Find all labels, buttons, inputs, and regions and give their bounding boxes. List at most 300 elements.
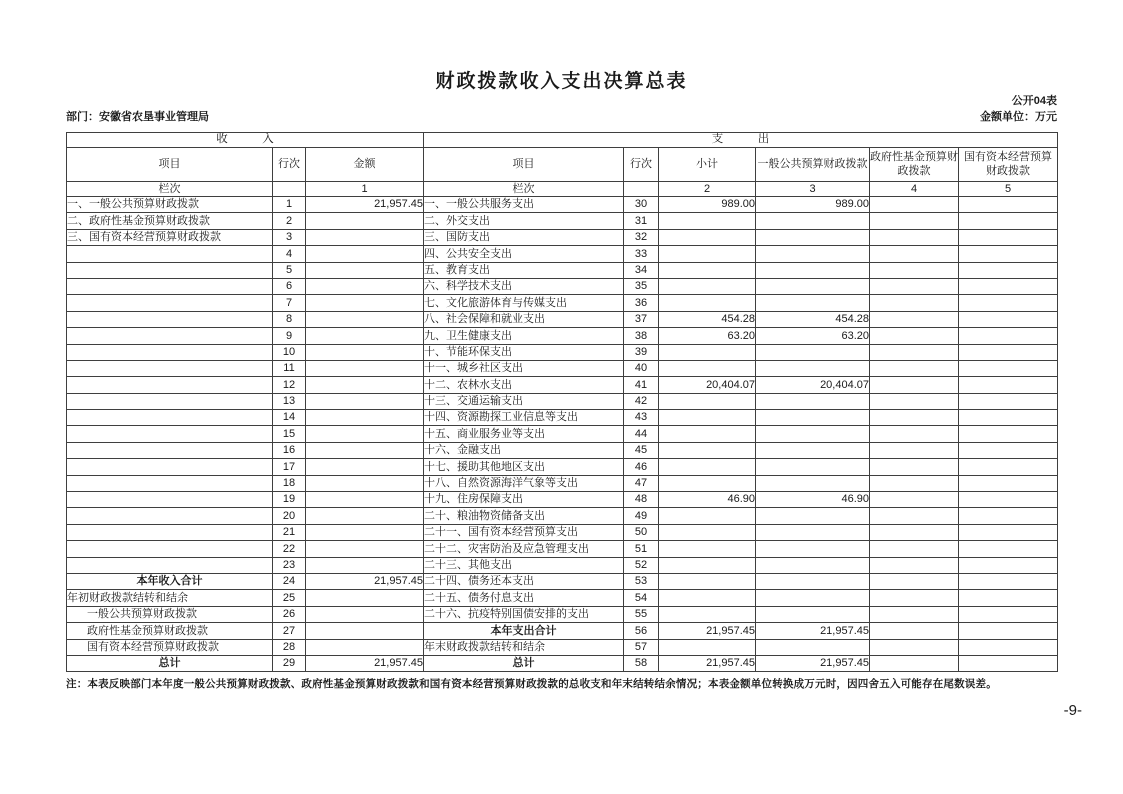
expense-subtotal-cell: 21,957.45 — [659, 623, 756, 639]
expense-govfund-cell — [870, 197, 959, 213]
expense-statecap-cell — [959, 524, 1058, 540]
income-line-cell: 14 — [273, 410, 306, 426]
expense-general-cell — [756, 295, 870, 311]
income-item-cell — [67, 360, 273, 376]
expense-general-cell: 454.28 — [756, 311, 870, 327]
income-line-cell: 7 — [273, 295, 306, 311]
expense-general-cell — [756, 442, 870, 458]
income-line-cell: 15 — [273, 426, 306, 442]
expense-govfund-cell — [870, 328, 959, 344]
income-line-cell: 24 — [273, 573, 306, 589]
table-row — [67, 623, 1058, 639]
expense-line-cell: 58 — [624, 655, 659, 671]
meta-row — [66, 108, 1057, 124]
expense-statecap-cell — [959, 573, 1058, 589]
expense-govfund-cell — [870, 442, 959, 458]
income-item-cell — [67, 475, 273, 491]
expense-statecap-cell — [959, 590, 1058, 606]
expense-line-cell: 49 — [624, 508, 659, 524]
expense-item-cell: 二十、粮油物资储备支出 — [424, 508, 624, 524]
footnote: 注：本表反映部门本年度一般公共预算财政拨款、政府性基金预算财政拨款和国有资本经营预算财政拨款的总收支和年末结转结余情况；本表金额单位转换成万元时，因四舍五入可能存在尾数误差。 — [66, 678, 997, 690]
table-row — [67, 344, 1058, 360]
expense-item-cell: 一、一般公共服务支出 — [424, 197, 624, 213]
expense-govfund-cell — [870, 360, 959, 376]
expense-general-cell — [756, 541, 870, 557]
col-header-gov-fund: 政府性基金预算财政拨款 — [870, 148, 959, 182]
table-row — [67, 360, 1058, 376]
income-line-cell: 26 — [273, 606, 306, 622]
table-row — [67, 524, 1058, 540]
expense-general-cell — [756, 475, 870, 491]
expense-statecap-cell — [959, 246, 1058, 262]
expense-general-cell — [756, 229, 870, 245]
income-amount-cell — [306, 508, 424, 524]
expense-item-cell: 二十六、抗疫特别国债安排的支出 — [424, 606, 624, 622]
expense-statecap-cell — [959, 442, 1058, 458]
expense-line-cell: 40 — [624, 360, 659, 376]
expense-statecap-cell — [959, 393, 1058, 409]
income-item-cell — [67, 508, 273, 524]
income-amount-cell — [306, 229, 424, 245]
table-row — [67, 541, 1058, 557]
expense-general-cell — [756, 278, 870, 294]
income-item-cell — [67, 393, 273, 409]
expense-subtotal-cell: 21,957.45 — [659, 655, 756, 671]
expense-statecap-cell — [959, 278, 1058, 294]
expense-statecap-cell — [959, 344, 1058, 360]
expense-subtotal-cell — [659, 262, 756, 278]
income-item-cell — [67, 295, 273, 311]
expense-subtotal-cell — [659, 606, 756, 622]
expense-item-cell: 十八、自然资源海洋气象等支出 — [424, 475, 624, 491]
expense-item-cell: 本年支出合计 — [424, 623, 624, 639]
table-row — [67, 508, 1058, 524]
table-row — [67, 606, 1058, 622]
expense-general-cell — [756, 508, 870, 524]
income-item-cell: 总计 — [67, 655, 273, 671]
lanci-general-no: 3 — [756, 182, 870, 197]
lanci-income-amount-no: 1 — [306, 182, 424, 197]
form-number: 公开04表 — [1011, 95, 1057, 107]
expense-govfund-cell — [870, 459, 959, 475]
expense-item-cell: 三、国防支出 — [424, 229, 624, 245]
income-line-cell: 18 — [273, 475, 306, 491]
income-amount-cell — [306, 492, 424, 508]
expense-line-cell: 56 — [624, 623, 659, 639]
expense-subtotal-cell — [659, 475, 756, 491]
expense-line-cell: 43 — [624, 410, 659, 426]
income-amount-cell — [306, 377, 424, 393]
table-row — [67, 393, 1058, 409]
table-row — [67, 590, 1058, 606]
expense-line-cell: 42 — [624, 393, 659, 409]
expense-general-cell: 20,404.07 — [756, 377, 870, 393]
department-label: 部门：安徽省农垦事业管理局 — [66, 111, 209, 123]
expense-line-cell: 44 — [624, 426, 659, 442]
table-row — [67, 311, 1058, 327]
income-line-cell: 19 — [273, 492, 306, 508]
income-amount-cell — [306, 524, 424, 540]
income-line-cell: 21 — [273, 524, 306, 540]
income-item-cell — [67, 492, 273, 508]
income-item-cell: 政府性基金预算财政拨款 — [67, 623, 273, 639]
income-item-cell: 年初财政拨款结转和结余 — [67, 590, 273, 606]
expense-item-cell: 六、科学技术支出 — [424, 278, 624, 294]
income-item-cell — [67, 557, 273, 573]
expense-subtotal-cell: 454.28 — [659, 311, 756, 327]
expense-statecap-cell — [959, 197, 1058, 213]
expense-general-cell: 989.00 — [756, 197, 870, 213]
expense-line-cell: 50 — [624, 524, 659, 540]
income-amount-cell — [306, 246, 424, 262]
income-amount-cell — [306, 360, 424, 376]
income-amount-cell — [306, 213, 424, 229]
page-title: 财政拨款收入支出决算总表 — [435, 71, 688, 92]
income-line-cell: 9 — [273, 328, 306, 344]
page-number: -9- — [1063, 702, 1082, 719]
expense-line-cell: 55 — [624, 606, 659, 622]
expense-subtotal-cell — [659, 213, 756, 229]
expense-general-cell — [756, 639, 870, 655]
expense-general-cell — [756, 557, 870, 573]
expense-item-cell: 二、外交支出 — [424, 213, 624, 229]
lanci-govfund-no: 4 — [870, 182, 959, 197]
column-header-row — [67, 148, 1058, 182]
expense-statecap-cell — [959, 311, 1058, 327]
income-amount-cell — [306, 606, 424, 622]
income-line-cell: 8 — [273, 311, 306, 327]
income-line-cell: 5 — [273, 262, 306, 278]
expense-statecap-cell — [959, 213, 1058, 229]
expense-line-cell: 30 — [624, 197, 659, 213]
expense-govfund-cell — [870, 410, 959, 426]
expense-general-cell — [756, 246, 870, 262]
expense-subtotal-cell — [659, 295, 756, 311]
expense-statecap-cell — [959, 262, 1058, 278]
expense-general-cell — [756, 262, 870, 278]
table-row — [67, 246, 1058, 262]
expense-subtotal-cell — [659, 426, 756, 442]
lanci-expense-label: 栏次 — [424, 182, 624, 197]
expense-subtotal-cell — [659, 557, 756, 573]
expense-statecap-cell — [959, 328, 1058, 344]
table-row — [67, 295, 1058, 311]
expense-general-cell — [756, 426, 870, 442]
col-header-income-amount: 金额 — [306, 148, 424, 182]
income-item-cell: 一般公共预算财政拨款 — [67, 606, 273, 622]
income-item-cell: 一、一般公共预算财政拨款 — [67, 197, 273, 213]
expense-line-cell: 45 — [624, 442, 659, 458]
unit-label: 金额单位：万元 — [980, 111, 1057, 123]
income-item-cell — [67, 278, 273, 294]
col-header-general-budget: 一般公共预算财政拨款 — [756, 148, 870, 182]
expense-govfund-cell — [870, 492, 959, 508]
expense-line-cell: 52 — [624, 557, 659, 573]
income-line-cell: 2 — [273, 213, 306, 229]
income-item-cell — [67, 442, 273, 458]
expense-govfund-cell — [870, 524, 959, 540]
table-row — [67, 328, 1058, 344]
expense-govfund-cell — [870, 426, 959, 442]
expense-item-cell: 二十三、其他支出 — [424, 557, 624, 573]
expense-subtotal-cell — [659, 442, 756, 458]
income-amount-cell — [306, 262, 424, 278]
budget-summary-table — [66, 132, 1058, 672]
expense-govfund-cell — [870, 541, 959, 557]
expense-general-cell — [756, 410, 870, 426]
expense-subtotal-cell — [659, 541, 756, 557]
col-header-state-capital: 国有资本经营预算财政拨款 — [959, 148, 1058, 182]
income-item-cell — [67, 541, 273, 557]
expense-statecap-cell — [959, 508, 1058, 524]
income-line-cell: 13 — [273, 393, 306, 409]
expense-govfund-cell — [870, 508, 959, 524]
expense-statecap-cell — [959, 377, 1058, 393]
expense-subtotal-cell — [659, 246, 756, 262]
expense-general-cell: 21,957.45 — [756, 623, 870, 639]
expense-line-cell: 51 — [624, 541, 659, 557]
expense-govfund-cell — [870, 213, 959, 229]
expense-line-cell: 39 — [624, 344, 659, 360]
expense-govfund-cell — [870, 475, 959, 491]
expense-line-cell: 41 — [624, 377, 659, 393]
expense-subtotal-cell: 20,404.07 — [659, 377, 756, 393]
expense-govfund-cell — [870, 344, 959, 360]
lanci-statecap-no: 5 — [959, 182, 1058, 197]
expense-item-cell: 十七、援助其他地区支出 — [424, 459, 624, 475]
table-row — [67, 573, 1058, 589]
income-line-cell: 16 — [273, 442, 306, 458]
expense-general-cell — [756, 459, 870, 475]
expense-govfund-cell — [870, 639, 959, 655]
expense-subtotal-cell — [659, 508, 756, 524]
income-item-cell — [67, 262, 273, 278]
expense-line-cell: 48 — [624, 492, 659, 508]
expense-general-cell — [756, 606, 870, 622]
income-amount-cell — [306, 278, 424, 294]
expense-statecap-cell — [959, 426, 1058, 442]
income-item-cell — [67, 459, 273, 475]
expense-statecap-cell — [959, 360, 1058, 376]
income-item-cell — [67, 410, 273, 426]
expense-govfund-cell — [870, 246, 959, 262]
expense-general-cell: 63.20 — [756, 328, 870, 344]
expense-statecap-cell — [959, 639, 1058, 655]
income-line-cell: 6 — [273, 278, 306, 294]
col-header-expense-line: 行次 — [624, 148, 659, 182]
income-item-cell: 三、国有资本经营预算财政拨款 — [67, 229, 273, 245]
table-row — [67, 213, 1058, 229]
income-amount-cell — [306, 541, 424, 557]
expense-item-cell: 十五、商业服务业等支出 — [424, 426, 624, 442]
income-item-cell — [67, 524, 273, 540]
expense-general-cell — [756, 213, 870, 229]
expense-statecap-cell — [959, 606, 1058, 622]
income-line-cell: 1 — [273, 197, 306, 213]
income-amount-cell — [306, 410, 424, 426]
expense-subtotal-cell — [659, 573, 756, 589]
expense-subtotal-cell — [659, 524, 756, 540]
income-amount-cell — [306, 639, 424, 655]
expense-line-cell: 37 — [624, 311, 659, 327]
expense-line-cell: 36 — [624, 295, 659, 311]
expense-statecap-cell — [959, 295, 1058, 311]
expense-item-cell: 十三、交通运输支出 — [424, 393, 624, 409]
income-amount-cell — [306, 442, 424, 458]
income-line-cell: 22 — [273, 541, 306, 557]
lanci-subtotal-no: 2 — [659, 182, 756, 197]
table-row — [67, 278, 1058, 294]
expense-govfund-cell — [870, 295, 959, 311]
expense-general-cell — [756, 590, 870, 606]
expense-statecap-cell — [959, 541, 1058, 557]
col-header-income-item: 项目 — [67, 148, 273, 182]
income-amount-cell — [306, 623, 424, 639]
expense-govfund-cell — [870, 573, 959, 589]
expense-general-cell — [756, 393, 870, 409]
table-row — [67, 426, 1058, 442]
expense-govfund-cell — [870, 623, 959, 639]
expense-item-cell: 十九、住房保障支出 — [424, 492, 624, 508]
expense-line-cell: 34 — [624, 262, 659, 278]
income-line-cell: 10 — [273, 344, 306, 360]
income-item-cell: 二、政府性基金预算财政拨款 — [67, 213, 273, 229]
table-row — [67, 197, 1058, 213]
expense-govfund-cell — [870, 262, 959, 278]
expense-govfund-cell — [870, 557, 959, 573]
expense-item-cell: 二十一、国有资本经营预算支出 — [424, 524, 624, 540]
income-amount-cell: 21,957.45 — [306, 573, 424, 589]
income-amount-cell — [306, 557, 424, 573]
income-line-cell: 27 — [273, 623, 306, 639]
income-amount-cell — [306, 311, 424, 327]
table-row — [67, 377, 1058, 393]
expense-subtotal-cell — [659, 410, 756, 426]
expense-subtotal-cell — [659, 360, 756, 376]
income-line-cell: 11 — [273, 360, 306, 376]
table-row — [67, 410, 1058, 426]
expense-govfund-cell — [870, 393, 959, 409]
expense-subtotal-cell: 46.90 — [659, 492, 756, 508]
table-row — [67, 459, 1058, 475]
expense-general-cell: 46.90 — [756, 492, 870, 508]
expense-line-cell: 32 — [624, 229, 659, 245]
col-header-expense-item: 项目 — [424, 148, 624, 182]
expense-line-cell: 31 — [624, 213, 659, 229]
expense-statecap-cell — [959, 475, 1058, 491]
income-item-cell — [67, 377, 273, 393]
table-row — [67, 557, 1058, 573]
expense-line-cell: 53 — [624, 573, 659, 589]
expense-govfund-cell — [870, 590, 959, 606]
expense-item-cell: 二十四、债务还本支出 — [424, 573, 624, 589]
lanci-income-label: 栏次 — [67, 182, 273, 197]
col-header-income-line: 行次 — [273, 148, 306, 182]
table-row — [67, 655, 1058, 671]
expense-item-cell: 十四、资源勘探工业信息等支出 — [424, 410, 624, 426]
expense-statecap-cell — [959, 410, 1058, 426]
income-amount-cell — [306, 344, 424, 360]
income-item-cell — [67, 426, 273, 442]
expense-line-cell: 38 — [624, 328, 659, 344]
expense-general-cell: 21,957.45 — [756, 655, 870, 671]
expense-subtotal-cell — [659, 639, 756, 655]
expense-line-cell: 46 — [624, 459, 659, 475]
expense-item-cell: 二十二、灾害防治及应急管理支出 — [424, 541, 624, 557]
income-line-cell: 3 — [273, 229, 306, 245]
expense-general-cell — [756, 524, 870, 540]
income-line-cell: 29 — [273, 655, 306, 671]
table-row — [67, 442, 1058, 458]
expense-line-cell: 35 — [624, 278, 659, 294]
lanci-income-line — [273, 182, 306, 197]
expense-subtotal-cell — [659, 278, 756, 294]
income-item-cell — [67, 344, 273, 360]
expense-statecap-cell — [959, 229, 1058, 245]
expense-item-cell: 二十五、债务付息支出 — [424, 590, 624, 606]
income-amount-cell: 21,957.45 — [306, 197, 424, 213]
column-number-row — [67, 182, 1058, 197]
expense-item-cell: 十一、城乡社区支出 — [424, 360, 624, 376]
income-amount-cell — [306, 426, 424, 442]
income-item-cell — [67, 311, 273, 327]
expense-govfund-cell — [870, 229, 959, 245]
expense-subtotal-cell — [659, 344, 756, 360]
table-body — [67, 197, 1058, 672]
income-line-cell: 20 — [273, 508, 306, 524]
expense-subtotal-cell — [659, 393, 756, 409]
expense-govfund-cell — [870, 377, 959, 393]
income-line-cell: 4 — [273, 246, 306, 262]
income-amount-cell — [306, 590, 424, 606]
expense-statecap-cell — [959, 557, 1058, 573]
expense-item-cell: 年末财政拨款结转和结余 — [424, 639, 624, 655]
expense-govfund-cell — [870, 278, 959, 294]
expense-item-cell: 五、教育支出 — [424, 262, 624, 278]
expense-general-cell — [756, 360, 870, 376]
income-line-cell: 28 — [273, 639, 306, 655]
table-row — [67, 262, 1058, 278]
section-header-row — [67, 133, 1058, 148]
expense-govfund-cell — [870, 606, 959, 622]
expense-statecap-cell — [959, 492, 1058, 508]
expense-item-cell: 七、文化旅游体育与传媒支出 — [424, 295, 624, 311]
income-line-cell: 12 — [273, 377, 306, 393]
expense-section-header: 支 出 — [424, 133, 1058, 148]
income-line-cell: 23 — [273, 557, 306, 573]
expense-item-cell: 十六、金融支出 — [424, 442, 624, 458]
income-line-cell: 17 — [273, 459, 306, 475]
income-amount-cell — [306, 295, 424, 311]
table-row — [67, 639, 1058, 655]
expense-item-cell: 四、公共安全支出 — [424, 246, 624, 262]
expense-govfund-cell — [870, 311, 959, 327]
expense-item-cell: 总计 — [424, 655, 624, 671]
expense-line-cell: 54 — [624, 590, 659, 606]
income-item-cell: 本年收入合计 — [67, 573, 273, 589]
income-item-cell — [67, 246, 273, 262]
expense-subtotal-cell — [659, 229, 756, 245]
expense-statecap-cell — [959, 623, 1058, 639]
expense-item-cell: 十、节能环保支出 — [424, 344, 624, 360]
expense-subtotal-cell — [659, 459, 756, 475]
expense-subtotal-cell: 63.20 — [659, 328, 756, 344]
expense-line-cell: 33 — [624, 246, 659, 262]
expense-subtotal-cell: 989.00 — [659, 197, 756, 213]
expense-line-cell: 57 — [624, 639, 659, 655]
lanci-expense-line — [624, 182, 659, 197]
income-amount-cell — [306, 475, 424, 491]
